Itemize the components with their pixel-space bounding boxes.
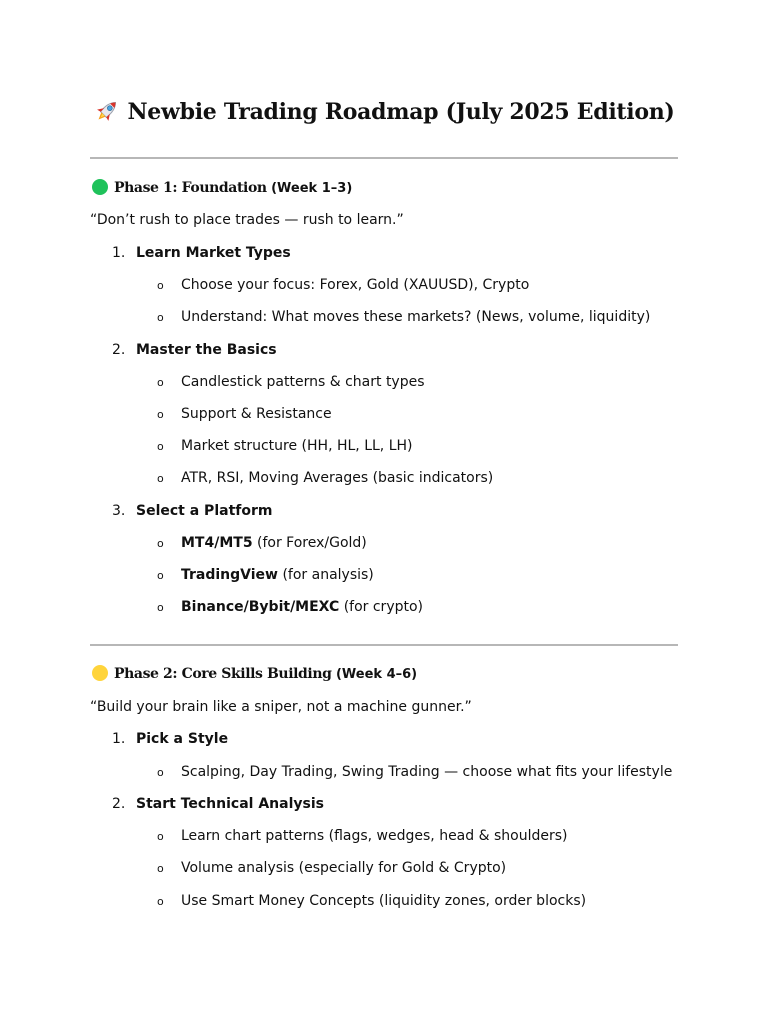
bullet-item: o Choose your focus: Forex, Gold (XAUUSD), Crypto	[157, 277, 530, 293]
bullet-item: o ATR, RSI, Moving Averages (basic indicators)	[157, 470, 494, 486]
bullet-item: o Understand: What moves these markets? (News, volume, liquidity)	[157, 309, 651, 325]
divider	[90, 157, 678, 159]
list-item-label: Pick a Style	[136, 731, 229, 747]
divider	[90, 644, 678, 646]
phase-2-heading	[92, 664, 417, 685]
list-item: 2. Master the Basics	[112, 342, 277, 358]
list-item: 3. Select a Platform	[112, 503, 273, 519]
bullet-item: o Use Smart Money Concepts (liquidity zones, order blocks)	[157, 893, 587, 909]
bullet-item: o TradingView (for analysis)	[157, 567, 374, 583]
bullet-item: o Scalping, Day Trading, Swing Trading — choose what fits your lifestyle	[157, 764, 673, 780]
list-item: 1. Pick a Style	[112, 731, 229, 747]
rocket-icon	[93, 97, 121, 136]
list-item-label: Start Technical Analysis	[136, 796, 324, 812]
bullet-item: o MT4/MT5 (for Forex/Gold)	[157, 535, 367, 551]
bullet-item: o Support & Resistance	[157, 406, 332, 422]
phase-1-weeks: (Week 1–3)	[271, 181, 353, 196]
list-item-label: Master the Basics	[136, 342, 277, 358]
bullet-item: o Market structure (HH, HL, LL, LH)	[157, 438, 413, 454]
phase-1-heading	[92, 178, 352, 199]
bullet-item: o Candlestick patterns & chart types	[157, 374, 425, 390]
list-item: 1. Learn Market Types	[112, 245, 291, 261]
list-item-label: Learn Market Types	[136, 245, 291, 261]
phase-2-quote: “Build your brain like a sniper, not a machine gunner.”	[90, 699, 472, 715]
list-item: 2. Start Technical Analysis	[112, 796, 324, 812]
phase-2-name: Phase 2: Core Skills Building	[114, 666, 332, 682]
yellow-circle-icon	[92, 665, 108, 681]
bullet-item: o Volume analysis (especially for Gold & Crypto)	[157, 860, 507, 876]
phase-2-weeks: (Week 4–6)	[335, 667, 418, 682]
title-text: Newbie Trading Roadmap (July 2025 Edition)	[127, 99, 675, 125]
phase-1-quote: “Don’t rush to place trades — rush to learn.”	[90, 212, 404, 228]
phase-1-name: Phase 1: Foundation	[114, 180, 267, 196]
page-title	[0, 94, 768, 136]
bullet-item: o Binance/Bybit/MEXC (for crypto)	[157, 599, 424, 615]
green-circle-icon	[92, 179, 108, 195]
bullet-item: o Learn chart patterns (flags, wedges, head & shoulders)	[157, 828, 568, 844]
list-item-label: Select a Platform	[136, 503, 273, 519]
